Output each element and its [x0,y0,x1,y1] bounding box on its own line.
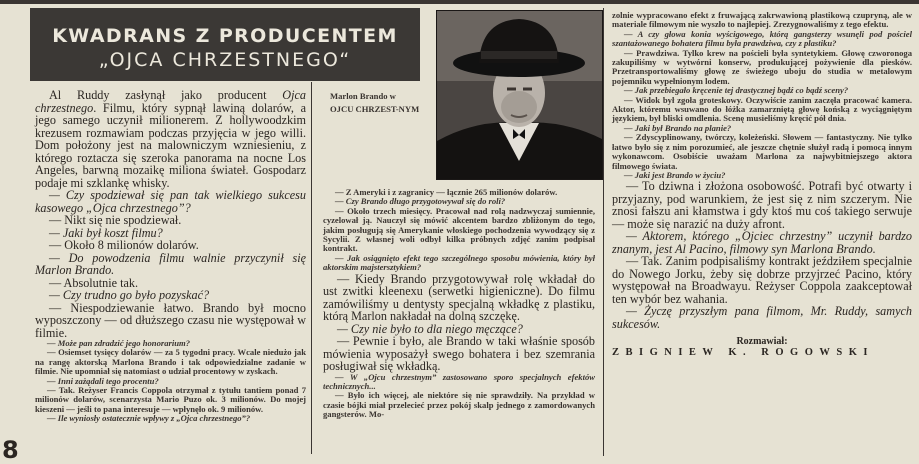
interview-question: — Jak osiągnięto efekt tego szczególnego sposobu mówienia, który był aktorskim majstersztykiem? [323,252,595,273]
interview-answer: — Około 8 milionów dolarów. [49,238,199,252]
intro-text-cont: . Filmu, który sypnął lawiną dolarów, a jego samego uczynił milionerem. Z hollywoodzkim krezusem rozmawiam podczas przyjęcia w jego willi. Dom położony jest na malowniczym wzniesieniu, z którego roztacza się szeroka panorama na nocne Los Angeles, barwną mozaikę miliona świateł. Gospodarz podaje mi szklankę whisky. [35,100,306,190]
byline-author: ZBIGNIEW K. ROGOWSKI [612,347,874,359]
interview-question: — W „Ojcu chrzestnym” zastosowano sporo specjalnych efektów technicznych... [323,371,595,392]
interview-question: — Życzę przyszłym pana filmom, Mr. Ruddy, samych sukcesów. [612,304,912,331]
interview-question: — Do powodzenia filmu walnie przyczynił się Marlon Brando. [35,250,306,277]
page-number: 8 [2,436,19,464]
interview-question: — Jak przebiegało kręcenie tej drastycznej bądź co bądź sceny? [624,85,849,96]
interview-answer: — Było ich więcej, ale niektóre się nie sprawdziły. Na przykład w czasie bójki miał przelecieć przez pokój skalp jednego z zamordowanych gangsterów. Mo- [323,390,595,420]
column-left [35,89,306,424]
interview-question: — Może pan zdradzić jego honorarium? [47,338,191,348]
interview-answer: — Osiemset tysięcy dolarów — za 5 tygodni pracy. Wcale niedużo jak na rangę aktorską Marlona Brando i tak odpowiedzialne zadanie w filmie. Nie upomniał się natomiast o udział procentowy w zyskach. [35,347,306,377]
headline-box [30,8,420,81]
column-right [612,11,912,358]
interview-answer: — Widok był zgoła groteskowy. Oczywiście zanim zaczęła pracować kamera. Aktor, któremu wsuwano do łóżka zamarzniętą głowę końską z wyciągniętym językiem, był bliski omdlenia. Scenę musieliśmy kręcić pół dnia. [612,94,912,124]
interview-question: — Czy trudno go było pozyskać? [49,288,210,302]
interview-question: — Ile wyniosły ostatecznie wpływy z „Ojca chrzestnego”? [47,413,251,424]
photo-marlon-brando [436,10,603,180]
interview-question: — Jaki jest Brando w życiu? [624,169,726,180]
intro-film-title: Ojca chrzestnego [35,88,306,115]
interview-question: — Jaki był Brando na planie? [624,122,732,133]
interview-answer: — Prawdziwa. Tylko krew na pościeli była syntetykiem. Głowę czworonoga zakupiliśmy w wytwórni konserw, produkującej pożywienie dla piesków. Przetransportowaliśmy głowę ze świeżego uboju do studia w metalowym pojemniku wypełnionym lodem. [612,47,912,86]
interview-question: — Aktorem, którego „Ojciec chrzestny” uczynił bardzo znanym, jest Al Pacino, filmowy syn Marlona Brando. [612,229,912,256]
interview-question: — Inni zażądali tego procentu? [47,375,159,386]
headline-line-2: „OJCA CHRZESTNEGO“ [98,49,352,71]
top-border [0,0,919,4]
interview-answer: — Nikt się nie spodziewał. [49,213,182,227]
interview-answer: — Zdyscyplinowany, twórczy, koleżeński. Słowem — fantastyczny. Nie tylko łatwo było się z nim porozumieć, ale jeszcze chętnie służył radą i pomocą innym wykonawcom. Osobiście uważam Marlona za najwybitniejszego aktora filmowego świata. [612,132,912,171]
column-middle [323,188,595,420]
interview-question: — Jaki był koszt filmu? [49,225,163,240]
intro-text: Al Ruddy zasłynął jako producent [49,88,283,102]
interview-answer: — Kiedy Brando przygotowywał rolę wkładał do ust zwitki kleenexu (serwetki higieniczne). Do filmu zamówiliśmy u dentysty specjalną wkładkę z plastiku, którą Marlon nakładał na dolną szczękę. [323,271,595,324]
column-divider-left [311,82,312,454]
interview-question: — Czy spodziewał się pan tak wielkiego sukcesu kasowego „Ojca chrzestnego”? [35,188,306,215]
interview-answer: — Z Ameryki i z zagranicy — łącznie 265 milionów dolarów. [335,187,558,197]
interview-answer: — Absolutnie tak. [49,275,139,290]
interview-question: — Czy Brando długo przygotowywał się do roli? [335,196,506,207]
photo-caption: Marlon Brando w OJCU CHRZEST-NYM [330,91,420,114]
interview-answer: — Około trzech miesięcy. Pracował nad rolą nadzwyczaj sumiennie, cyzelował ją. Nauczył się mówić akcentem bardzo zbliżonym do tego, jakim posługują się Amerykanie włoskiego pochodzenia wywodzący się z Sycylii. Z własnej woli odbył kilka próbnych zdjęć zanim podpisał kontrakt. [323,205,595,254]
interview-answer: — Niespodziewanie łatwo. Brando był mocno wyposzczony — od dłuższego czasu nie występował w filmie. [35,300,306,340]
interview-answer: — Tak. Reżyser Francis Coppola otrzymał z tytułu tantiem ponad 7 milionów dolarów, scenarzysta Mario Puzo ok. 3 milionów. Do mojej kieszeni — jeśli to pana interesuje — wpłynęło ok. 9 milionów. [35,385,306,414]
interview-question: — A czy głowa konia wyścigowego, którą gangsterzy wsunęli pod pościel szantażowanego bohatera filmu była prawdziwa, czy z plastiku? [612,28,912,49]
column-divider-right [603,8,604,456]
byline-label: Rozmawiał: [736,336,788,348]
byline [612,336,912,358]
interview-answer: — Tak. Zanim podpisaliśmy kontrakt jeździłem specjalnie do Nowego Jorku, żeby się dobrze przyjrzeć Pacino, który występował na Broadwayu. Reżyser Coppola zaakceptował ten wybór bez wahania. [612,254,912,306]
headline-line-1: KWADRANS Z PRODUCENTEM [52,25,398,47]
portrait-image [437,11,602,179]
interview-answer: zolnie wypracowano efekt z fruwającą zakrwawioną plastikową czupryną, ale w materiale filmowym nie wyszło to najlepiej. Zrezygnowaliśmy z tego efektu. [612,10,912,30]
interview-answer: — To dziwna i złożona osobowość. Potrafi być otwarty i przyjazny, pod warunkiem, że jest się z nim szczerym. Nie znosi fałszu ani kłamstwa i gdy ktoś mu coś takiego serwuje — może się narazić na duży afront. [612,179,912,231]
interview-answer: — Pewnie i było, ale Brando w taki właśnie sposób mówienia wyposażył swego bohatera i bez szemrania posługiwał się wkładką. [323,334,595,374]
interview-question: — Czy nie było to dla niego męczące? [337,321,523,336]
intro-paragraph [35,89,306,189]
